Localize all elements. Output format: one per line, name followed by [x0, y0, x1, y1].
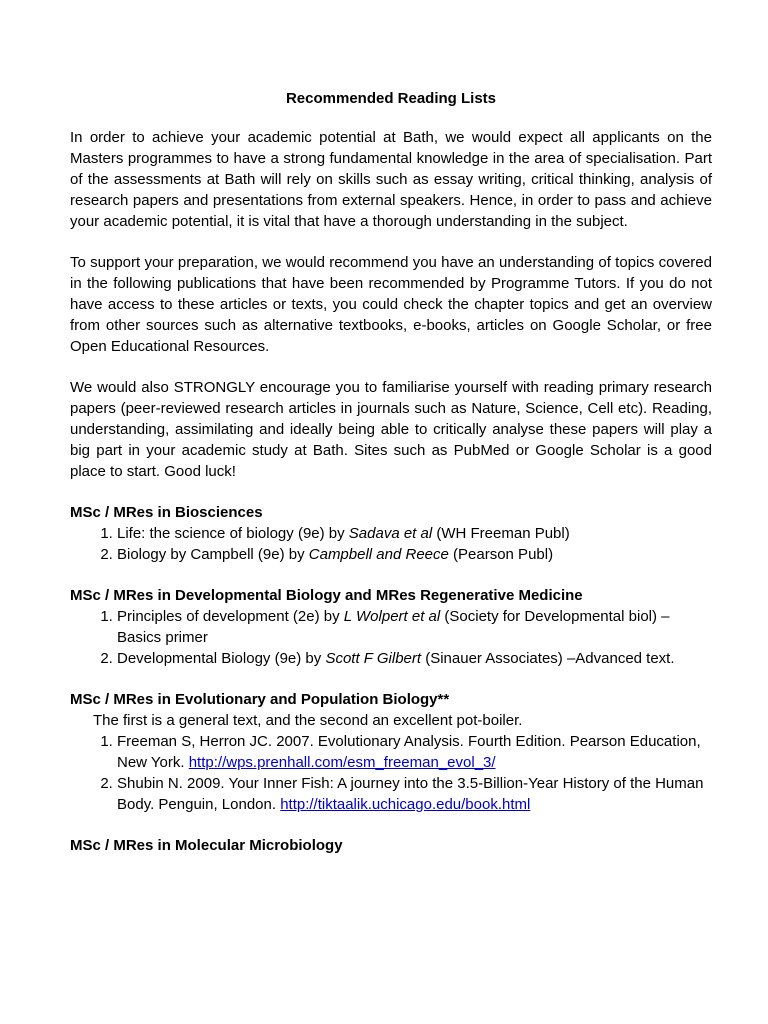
section-heading-biosciences: MSc / MRes in Biosciences: [70, 504, 263, 521]
reading-list-evolutionary-biology: [70, 731, 712, 815]
intro-paragraph: In order to achieve your academic potential at Bath, we would expect all applicants on the Masters programmes to have a strong fundamental knowledge in the area of specialisation. Part of the assessments at Bath will rely on skills such as essay writing, critical thinking, analysis of research papers and presentations from external speakers. Hence, in order to pass and achieve your academic potential, it is vital that have a thorough understanding in the subject.: [70, 129, 712, 230]
reading-list-developmental-biology: [70, 606, 712, 669]
section-heading-evolutionary-biology: MSc / MRes in Evolutionary and Population Biology**: [70, 691, 450, 708]
research-papers-paragraph: We would also STRONGLY encourage you to familiarise yourself with reading primary research papers (peer-reviewed research articles in journals such as Nature, Science, Cell etc). Reading, understanding, assimilating and ideally being able to critically analyse these papers will play a big part in your academic study at Bath. Sites such as PubMed or Google Scholar is a good place to start. Good luck!: [70, 379, 712, 480]
section-biosciences: [70, 502, 712, 565]
document-title: Recommended Reading Lists: [285, 90, 497, 107]
tiktaalik-link[interactable]: http://tiktaalik.uchicago.edu/book.html: [280, 796, 531, 813]
section-molecular-microbiology: [70, 835, 712, 856]
section-developmental-biology: [70, 585, 712, 669]
list-item: 2. Shubin N. 2009. Your Inner Fish: A journey into the 3.5-Billion-Year History of the Human Body. Penguin, London. http://tiktaalik.uchicago.edu/book.html: [117, 773, 712, 815]
list-item: 2. Biology by Campbell (9e) by Campbell and Reece (Pearson Publ): [117, 544, 712, 565]
prenhall-link[interactable]: http://wps.prenhall.com/esm_freeman_evol_3/: [188, 754, 496, 771]
section-note: The first is a general text, and the second an excellent pot-boiler.: [93, 712, 523, 729]
list-item: 2. Developmental Biology (9e) by Scott F Gilbert (Sinauer Associates) –Advanced text.: [117, 648, 712, 669]
section-evolutionary-biology: [70, 689, 712, 815]
list-item: 1. Life: the science of biology (9e) by Sadava et al (WH Freeman Publ): [117, 523, 712, 544]
preparation-paragraph: To support your preparation, we would recommend you have an understanding of topics covered in the following publications that have been recommended by Programme Tutors. If you do not have access to these articles or texts, you could check the chapter topics and get an overview from other sources such as alternative textbooks, e-books, articles on Google Scholar, or free Open Educational Resources.: [70, 254, 712, 355]
list-item: 1. Freeman S, Herron JC. 2007. Evolutionary Analysis. Fourth Edition. Pearson Education, New York. http://wps.prenhall.com/esm_freeman_evol_3/: [117, 731, 712, 773]
reading-list-biosciences: [70, 523, 712, 565]
list-item: 1. Principles of development (2e) by L Wolpert et al (Society for Developmental biol) – Basics primer: [117, 606, 712, 648]
document-page: [70, 88, 712, 876]
section-heading-molecular-microbiology: MSc / MRes in Molecular Microbiology: [70, 837, 343, 854]
section-heading-developmental-biology: MSc / MRes in Developmental Biology and MRes Regenerative Medicine: [70, 587, 583, 604]
